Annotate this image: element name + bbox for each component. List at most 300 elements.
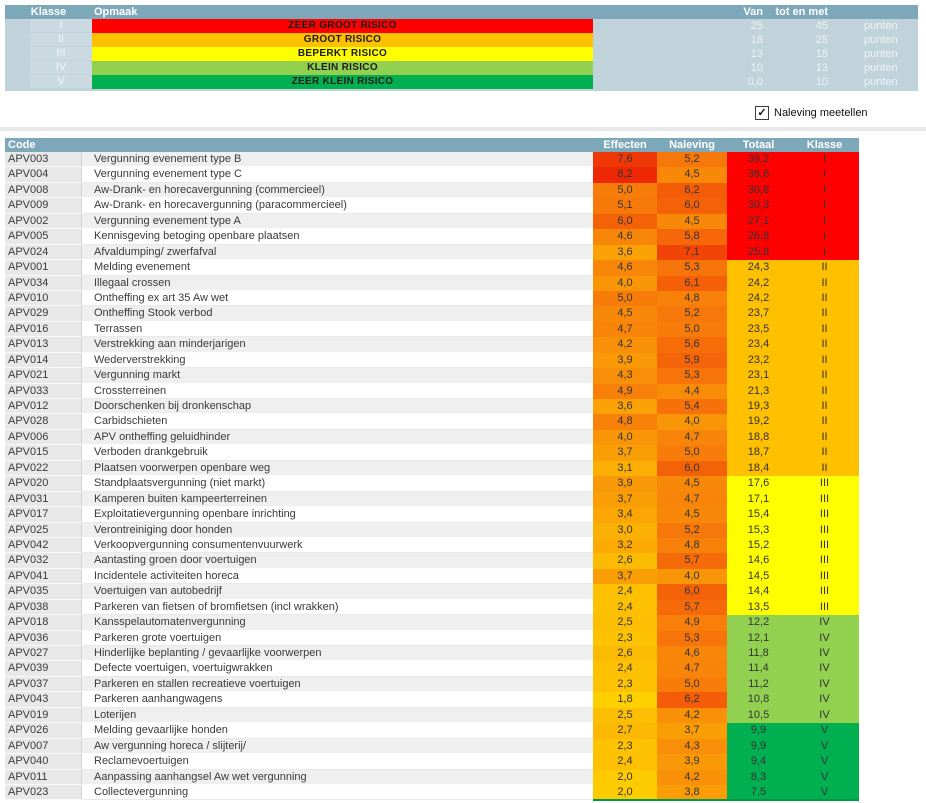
row-totaal-cell[interactable]: 23,7: [727, 306, 790, 321]
row-naleving-cell[interactable]: 5,2: [657, 523, 727, 538]
row-code-cell[interactable]: APV043: [5, 692, 82, 707]
row-naleving-cell[interactable]: 3,8: [657, 785, 727, 800]
row-effecten-cell[interactable]: 2,0: [593, 770, 657, 785]
row-naleving-cell[interactable]: 6,0: [657, 461, 727, 476]
row-effecten-cell[interactable]: 4,3: [593, 368, 657, 383]
row-totaal-cell[interactable]: 12,1: [727, 631, 790, 646]
row-naleving-cell[interactable]: 5,2: [657, 306, 727, 321]
table-row[interactable]: [5, 384, 859, 399]
table-row[interactable]: [5, 353, 859, 368]
row-code-cell[interactable]: APV008: [5, 183, 82, 198]
row-effecten-cell[interactable]: 2,3: [593, 677, 657, 692]
row-code-cell[interactable]: APV024: [5, 245, 82, 260]
row-klasse-cell[interactable]: IV: [790, 692, 859, 707]
row-code-cell[interactable]: APV001: [5, 260, 82, 275]
row-effecten-cell[interactable]: 4,6: [593, 260, 657, 275]
row-effecten-cell[interactable]: 2,6: [593, 553, 657, 568]
row-effecten-cell[interactable]: 2,3: [593, 739, 657, 754]
row-description-cell[interactable]: Terrassen: [82, 322, 593, 337]
row-totaal-cell[interactable]: 11,2: [727, 677, 790, 692]
row-naleving-cell[interactable]: 4,9: [657, 615, 727, 630]
table-row[interactable]: [5, 600, 859, 615]
row-description-cell[interactable]: Melding evenement: [82, 260, 593, 275]
row-totaal-cell[interactable]: 30,3: [727, 198, 790, 213]
row-effecten-cell[interactable]: 5,0: [593, 291, 657, 306]
row-naleving-cell[interactable]: 4,6: [657, 646, 727, 661]
row-totaal-cell[interactable]: 23,4: [727, 337, 790, 352]
row-effecten-cell[interactable]: 3,6: [593, 245, 657, 260]
row-effecten-cell[interactable]: 2,7: [593, 723, 657, 738]
row-effecten-cell[interactable]: 4,8: [593, 414, 657, 429]
row-description-cell[interactable]: Illegaal crossen: [82, 276, 593, 291]
row-naleving-cell[interactable]: 4,7: [657, 492, 727, 507]
row-effecten-cell[interactable]: 6,0: [593, 214, 657, 229]
row-klasse-cell[interactable]: III: [790, 584, 859, 599]
row-klasse-cell[interactable]: V: [790, 739, 859, 754]
row-totaal-cell[interactable]: 17,6: [727, 476, 790, 491]
row-naleving-cell[interactable]: 4,7: [657, 430, 727, 445]
row-code-cell[interactable]: APV042: [5, 538, 82, 553]
row-effecten-cell[interactable]: 3,2: [593, 538, 657, 553]
row-klasse-cell[interactable]: IV: [790, 661, 859, 676]
table-row[interactable]: [5, 692, 859, 707]
row-naleving-cell[interactable]: 4,5: [657, 167, 727, 182]
table-row[interactable]: [5, 723, 859, 738]
row-description-cell[interactable]: Kamperen buiten kampeerterreinen: [82, 492, 593, 507]
row-naleving-cell[interactable]: 4,8: [657, 291, 727, 306]
row-naleving-cell[interactable]: 4,8: [657, 538, 727, 553]
row-effecten-cell[interactable]: 3,9: [593, 476, 657, 491]
row-effecten-cell[interactable]: 7,6: [593, 152, 657, 167]
row-code-cell[interactable]: APV011: [5, 770, 82, 785]
row-code-cell[interactable]: APV022: [5, 461, 82, 476]
row-effecten-cell[interactable]: 3,0: [593, 523, 657, 538]
row-effecten-cell[interactable]: 4,0: [593, 276, 657, 291]
row-description-cell[interactable]: Vergunning evenement type C: [82, 167, 593, 182]
row-totaal-cell[interactable]: 18,7: [727, 445, 790, 460]
row-klasse-cell[interactable]: II: [790, 414, 859, 429]
row-code-cell[interactable]: APV036: [5, 631, 82, 646]
row-description-cell[interactable]: Incidentele activiteiten horeca: [82, 569, 593, 584]
row-description-cell[interactable]: Vergunning markt: [82, 368, 593, 383]
row-effecten-cell[interactable]: 3,7: [593, 569, 657, 584]
risk-class-legend: [5, 5, 918, 91]
row-effecten-cell[interactable]: 3,9: [593, 353, 657, 368]
row-effecten-cell[interactable]: 4,7: [593, 322, 657, 337]
table-row[interactable]: [5, 677, 859, 692]
row-naleving-cell[interactable]: 5,0: [657, 445, 727, 460]
row-naleving-cell[interactable]: 4,5: [657, 507, 727, 522]
row-totaal-cell[interactable]: 10,8: [727, 692, 790, 707]
row-description-cell[interactable]: Aw-Drank- en horecavergunning (paracommercieel): [82, 198, 593, 213]
row-code-cell[interactable]: APV019: [5, 708, 82, 723]
row-effecten-cell[interactable]: 2,3: [593, 631, 657, 646]
row-naleving-cell[interactable]: 6,0: [657, 198, 727, 213]
row-effecten-cell[interactable]: 4,0: [593, 430, 657, 445]
row-klasse-cell[interactable]: IV: [790, 646, 859, 661]
table-row[interactable]: [5, 631, 859, 646]
row-description-cell[interactable]: Vergunning evenement type B: [82, 152, 593, 167]
row-code-cell[interactable]: APV020: [5, 476, 82, 491]
row-code-cell[interactable]: APV039: [5, 661, 82, 676]
row-naleving-cell[interactable]: 4,5: [657, 214, 727, 229]
row-code-cell[interactable]: APV026: [5, 723, 82, 738]
row-klasse-cell[interactable]: II: [790, 260, 859, 275]
row-totaal-cell[interactable]: 15,2: [727, 538, 790, 553]
row-klasse-cell[interactable]: III: [790, 492, 859, 507]
row-naleving-cell[interactable]: 4,5: [657, 476, 727, 491]
row-totaal-cell[interactable]: 14,4: [727, 584, 790, 599]
row-effecten-cell[interactable]: 5,1: [593, 198, 657, 213]
row-naleving-cell[interactable]: 5,4: [657, 399, 727, 414]
row-naleving-cell[interactable]: 5,2: [657, 152, 727, 167]
row-totaal-cell[interactable]: 27,1: [727, 214, 790, 229]
row-description-cell[interactable]: Aw-Drank- en horecavergunning (commercieel): [82, 183, 593, 198]
row-code-cell[interactable]: APV038: [5, 600, 82, 615]
row-naleving-cell[interactable]: 4,0: [657, 414, 727, 429]
row-naleving-cell[interactable]: 4,3: [657, 739, 727, 754]
row-description-cell[interactable]: APV ontheffing geluidhinder: [82, 430, 593, 445]
row-totaal-cell[interactable]: 17,1: [727, 492, 790, 507]
row-naleving-cell[interactable]: 5,0: [657, 677, 727, 692]
row-description-cell[interactable]: Carbidschieten: [82, 414, 593, 429]
row-totaal-cell[interactable]: 14,6: [727, 553, 790, 568]
row-klasse-cell[interactable]: II: [790, 384, 859, 399]
row-code-cell[interactable]: APV023: [5, 785, 82, 800]
row-klasse-cell[interactable]: II: [790, 399, 859, 414]
table-row[interactable]: [5, 167, 859, 182]
row-code-cell[interactable]: APV013: [5, 337, 82, 352]
row-effecten-cell[interactable]: 8,2: [593, 167, 657, 182]
row-code-cell[interactable]: APV027: [5, 646, 82, 661]
row-klasse-cell[interactable]: I: [790, 183, 859, 198]
row-effecten-cell[interactable]: 3,6: [593, 399, 657, 414]
row-totaal-cell[interactable]: 25,8: [727, 245, 790, 260]
row-effecten-cell[interactable]: 2,5: [593, 708, 657, 723]
row-klasse-cell[interactable]: II: [790, 445, 859, 460]
row-klasse-cell[interactable]: II: [790, 461, 859, 476]
row-totaal-cell[interactable]: 19,3: [727, 399, 790, 414]
row-totaal-cell[interactable]: 8,3: [727, 770, 790, 785]
row-code-cell[interactable]: APV032: [5, 553, 82, 568]
table-row[interactable]: [5, 661, 859, 676]
row-klasse-cell[interactable]: II: [790, 337, 859, 352]
row-description-cell[interactable]: Verkoopvergunning consumentenvuurwerk: [82, 538, 593, 553]
row-naleving-cell[interactable]: 5,3: [657, 368, 727, 383]
table-row[interactable]: [5, 260, 859, 275]
row-code-cell[interactable]: APV006: [5, 430, 82, 445]
row-description-cell[interactable]: Voertuigen van autobedrijf: [82, 584, 593, 599]
row-description-cell[interactable]: Doorschenken bij dronkenschap: [82, 399, 593, 414]
row-effecten-cell[interactable]: 2,4: [593, 584, 657, 599]
row-description-cell[interactable]: Vergunning evenement type A: [82, 214, 593, 229]
table-row[interactable]: [5, 214, 859, 229]
table-row[interactable]: [5, 646, 859, 661]
row-effecten-cell[interactable]: 4,2: [593, 337, 657, 352]
row-effecten-cell[interactable]: 2,5: [593, 615, 657, 630]
table-row[interactable]: [5, 553, 859, 568]
row-naleving-cell[interactable]: 5,6: [657, 337, 727, 352]
row-totaal-cell[interactable]: 11,8: [727, 646, 790, 661]
row-totaal-cell[interactable]: 19,2: [727, 414, 790, 429]
row-code-cell[interactable]: APV018: [5, 615, 82, 630]
row-effecten-cell[interactable]: 3,4: [593, 507, 657, 522]
row-naleving-cell[interactable]: 4,7: [657, 661, 727, 676]
table-row[interactable]: [5, 430, 859, 445]
table-row[interactable]: [5, 291, 859, 306]
row-description-cell[interactable]: Exploitatievergunning openbare inrichting: [82, 507, 593, 522]
table-row[interactable]: [5, 754, 859, 769]
table-row[interactable]: [5, 584, 859, 599]
row-code-cell[interactable]: APV017: [5, 507, 82, 522]
row-description-cell[interactable]: Verstrekking aan minderjarigen: [82, 337, 593, 352]
row-code-cell[interactable]: APV004: [5, 167, 82, 182]
row-klasse-cell[interactable]: I: [790, 198, 859, 213]
row-klasse-cell[interactable]: III: [790, 507, 859, 522]
legend-unit-label: punten: [864, 48, 898, 60]
row-klasse-cell[interactable]: V: [790, 770, 859, 785]
row-klasse-cell[interactable]: IV: [790, 708, 859, 723]
row-naleving-cell[interactable]: 4,4: [657, 384, 727, 399]
row-description-cell[interactable]: Ontheffing ex art 35 Aw wet: [82, 291, 593, 306]
table-row[interactable]: [5, 615, 859, 630]
row-description-cell[interactable]: Loterijen: [82, 708, 593, 723]
row-naleving-cell[interactable]: 5,7: [657, 553, 727, 568]
row-klasse-cell[interactable]: III: [790, 523, 859, 538]
row-code-cell[interactable]: APV035: [5, 584, 82, 599]
row-description-cell[interactable]: Afvaldumping/ zwerfafval: [82, 245, 593, 260]
row-description-cell[interactable]: Parkeren grote voertuigen: [82, 631, 593, 646]
row-totaal-cell[interactable]: 18,4: [727, 461, 790, 476]
row-effecten-cell[interactable]: 5,0: [593, 183, 657, 198]
row-code-cell[interactable]: APV021: [5, 368, 82, 383]
row-naleving-cell[interactable]: 5,3: [657, 631, 727, 646]
row-description-cell[interactable]: Aw vergunning horeca / slijterij/: [82, 739, 593, 754]
row-naleving-cell[interactable]: 5,8: [657, 229, 727, 244]
row-description-cell[interactable]: Collectevergunning: [82, 785, 593, 800]
legend-tot-value: 18: [815, 48, 828, 60]
row-klasse-cell[interactable]: II: [790, 322, 859, 337]
table-row[interactable]: [5, 708, 859, 723]
row-description-cell[interactable]: Kennisgeving betoging openbare plaatsen: [82, 229, 593, 244]
row-klasse-cell[interactable]: II: [790, 291, 859, 306]
row-naleving-cell[interactable]: 5,3: [657, 260, 727, 275]
row-code-cell[interactable]: APV005: [5, 229, 82, 244]
row-effecten-cell[interactable]: 1,8: [593, 692, 657, 707]
row-code-cell[interactable]: APV033: [5, 384, 82, 399]
row-code-cell[interactable]: APV016: [5, 322, 82, 337]
row-totaal-cell[interactable]: 23,2: [727, 353, 790, 368]
table-row[interactable]: [5, 507, 859, 522]
row-effecten-cell[interactable]: 2,4: [593, 600, 657, 615]
legend-unit-label: punten: [864, 76, 898, 88]
row-effecten-cell[interactable]: 2,4: [593, 754, 657, 769]
row-effecten-cell[interactable]: 2,4: [593, 661, 657, 676]
table-row[interactable]: [5, 523, 859, 538]
row-code-cell[interactable]: APV037: [5, 677, 82, 692]
table-row[interactable]: [5, 368, 859, 383]
row-effecten-cell[interactable]: 4,9: [593, 384, 657, 399]
table-row[interactable]: [5, 337, 859, 352]
row-totaal-cell[interactable]: 30,8: [727, 183, 790, 198]
row-naleving-cell[interactable]: 7,1: [657, 245, 727, 260]
row-description-cell[interactable]: Parkeren van fietsen of bromfietsen (incl wrakken): [82, 600, 593, 615]
row-description-cell[interactable]: Verontreiniging door honden: [82, 523, 593, 538]
row-code-cell[interactable]: APV007: [5, 739, 82, 754]
row-klasse-cell[interactable]: IV: [790, 631, 859, 646]
table-row[interactable]: [5, 445, 859, 460]
table-row[interactable]: [5, 198, 859, 213]
row-klasse-cell[interactable]: IV: [790, 615, 859, 630]
table-row[interactable]: [5, 183, 859, 198]
row-description-cell[interactable]: Defecte voertuigen, voertuigwrakken: [82, 661, 593, 676]
row-description-cell[interactable]: Kansspelautomatenvergunning: [82, 615, 593, 630]
row-code-cell[interactable]: APV029: [5, 306, 82, 321]
row-totaal-cell[interactable]: 18,8: [727, 430, 790, 445]
row-totaal-cell[interactable]: 11,4: [727, 661, 790, 676]
row-code-cell[interactable]: APV010: [5, 291, 82, 306]
row-naleving-cell[interactable]: 4,2: [657, 708, 727, 723]
row-effecten-cell[interactable]: 2,6: [593, 646, 657, 661]
row-totaal-cell[interactable]: 15,4: [727, 507, 790, 522]
row-description-cell[interactable]: Melding gevaarlijke honden: [82, 723, 593, 738]
row-effecten-cell[interactable]: 2,0: [593, 785, 657, 800]
row-naleving-cell[interactable]: 6,2: [657, 183, 727, 198]
row-description-cell[interactable]: Verboden drankgebruik: [82, 445, 593, 460]
row-code-cell[interactable]: APV012: [5, 399, 82, 414]
row-totaal-cell[interactable]: 12,2: [727, 615, 790, 630]
row-code-cell[interactable]: APV031: [5, 492, 82, 507]
row-naleving-cell[interactable]: 5,0: [657, 322, 727, 337]
row-klasse-cell[interactable]: I: [790, 245, 859, 260]
row-klasse-cell[interactable]: II: [790, 430, 859, 445]
row-totaal-cell[interactable]: 24,2: [727, 276, 790, 291]
legend-gap: [830, 75, 850, 89]
table-row[interactable]: [5, 229, 859, 244]
row-code-cell[interactable]: APV009: [5, 198, 82, 213]
row-description-cell[interactable]: Crossterreinen: [82, 384, 593, 399]
naleving-meetellen-checkbox[interactable]: ✓: [755, 106, 769, 120]
row-klasse-cell[interactable]: III: [790, 553, 859, 568]
row-klasse-cell[interactable]: II: [790, 353, 859, 368]
row-totaal-cell[interactable]: 26,8: [727, 229, 790, 244]
row-klasse-cell[interactable]: V: [790, 754, 859, 769]
row-totaal-cell[interactable]: 24,2: [727, 291, 790, 306]
table-row[interactable]: [5, 569, 859, 584]
row-description-cell[interactable]: Wederverstrekking: [82, 353, 593, 368]
row-klasse-cell[interactable]: I: [790, 214, 859, 229]
row-naleving-cell[interactable]: 6,2: [657, 692, 727, 707]
row-description-cell[interactable]: Aantasting groen door voertuigen: [82, 553, 593, 568]
row-code-cell[interactable]: APV025: [5, 523, 82, 538]
row-naleving-cell[interactable]: 5,7: [657, 600, 727, 615]
row-description-cell[interactable]: Aanpassing aanhangsel Aw wet vergunning: [82, 770, 593, 785]
row-code-cell[interactable]: APV015: [5, 445, 82, 460]
row-klasse-cell[interactable]: V: [790, 723, 859, 738]
row-totaal-cell[interactable]: 39,2: [727, 152, 790, 167]
row-code-cell[interactable]: APV034: [5, 276, 82, 291]
row-description-cell[interactable]: Hinderlijke beplanting / gevaarlijke voorwerpen: [82, 646, 593, 661]
table-row[interactable]: [5, 306, 859, 321]
row-totaal-cell[interactable]: 14,5: [727, 569, 790, 584]
row-totaal-cell[interactable]: 24,3: [727, 260, 790, 275]
row-klasse-cell[interactable]: I: [790, 167, 859, 182]
row-klasse-cell[interactable]: IV: [790, 677, 859, 692]
row-totaal-cell[interactable]: 23,1: [727, 368, 790, 383]
naleving-meetellen-checkbox-group[interactable]: [755, 106, 868, 120]
row-code-cell[interactable]: APV014: [5, 353, 82, 368]
row-totaal-cell[interactable]: 9,9: [727, 723, 790, 738]
row-totaal-cell[interactable]: 36,6: [727, 167, 790, 182]
row-totaal-cell[interactable]: 23,5: [727, 322, 790, 337]
row-effecten-cell[interactable]: 4,5: [593, 306, 657, 321]
row-effecten-cell[interactable]: 3,7: [593, 492, 657, 507]
row-klasse-cell[interactable]: III: [790, 600, 859, 615]
row-description-cell[interactable]: Reclamevoertuigen: [82, 754, 593, 769]
table-row[interactable]: [5, 152, 859, 167]
row-naleving-cell[interactable]: 6,1: [657, 276, 727, 291]
row-code-cell[interactable]: APV028: [5, 414, 82, 429]
row-effecten-cell[interactable]: 4,6: [593, 229, 657, 244]
row-totaal-cell[interactable]: 21,3: [727, 384, 790, 399]
row-naleving-cell[interactable]: 4,2: [657, 770, 727, 785]
table-row[interactable]: [5, 770, 859, 785]
row-description-cell[interactable]: Parkeren aanhangwagens: [82, 692, 593, 707]
row-totaal-cell[interactable]: 15,3: [727, 523, 790, 538]
row-klasse-cell[interactable]: II: [790, 276, 859, 291]
row-klasse-cell[interactable]: III: [790, 569, 859, 584]
row-klasse-cell[interactable]: V: [790, 785, 859, 800]
row-naleving-cell[interactable]: 6,0: [657, 584, 727, 599]
row-klasse-cell[interactable]: I: [790, 152, 859, 167]
row-totaal-cell[interactable]: 9,4: [727, 754, 790, 769]
table-row[interactable]: [5, 739, 859, 754]
table-row[interactable]: [5, 399, 859, 414]
table-row[interactable]: [5, 276, 859, 291]
row-code-cell[interactable]: APV003: [5, 152, 82, 167]
row-klasse-cell[interactable]: III: [790, 476, 859, 491]
table-row[interactable]: [5, 322, 859, 337]
table-row[interactable]: [5, 461, 859, 476]
row-code-cell[interactable]: APV040: [5, 754, 82, 769]
row-totaal-cell[interactable]: 10,5: [727, 708, 790, 723]
row-effecten-cell[interactable]: 3,1: [593, 461, 657, 476]
row-description-cell[interactable]: Standplaatsvergunning (niet markt): [82, 476, 593, 491]
table-row[interactable]: [5, 414, 859, 429]
table-row[interactable]: [5, 538, 859, 553]
table-row[interactable]: [5, 476, 859, 491]
row-klasse-cell[interactable]: I: [790, 229, 859, 244]
row-klasse-cell[interactable]: II: [790, 306, 859, 321]
table-row[interactable]: [5, 245, 859, 260]
row-description-cell[interactable]: Plaatsen voorwerpen openbare weg: [82, 461, 593, 476]
row-description-cell[interactable]: Ontheffing Stook verbod: [82, 306, 593, 321]
row-klasse-cell[interactable]: III: [790, 538, 859, 553]
row-effecten-cell[interactable]: 3,7: [593, 445, 657, 460]
table-row[interactable]: [5, 492, 859, 507]
row-code-cell[interactable]: APV041: [5, 569, 82, 584]
row-description-cell[interactable]: Parkeren en stallen recreatieve voertuigen: [82, 677, 593, 692]
row-naleving-cell[interactable]: 4,0: [657, 569, 727, 584]
row-naleving-cell[interactable]: 3,7: [657, 723, 727, 738]
row-totaal-cell[interactable]: 9,9: [727, 739, 790, 754]
row-naleving-cell[interactable]: 5,9: [657, 353, 727, 368]
row-totaal-cell[interactable]: 7,5: [727, 785, 790, 800]
row-klasse-cell[interactable]: II: [790, 368, 859, 383]
row-naleving-cell[interactable]: 3,9: [657, 754, 727, 769]
row-totaal-cell[interactable]: 13,5: [727, 600, 790, 615]
row-code-cell[interactable]: APV002: [5, 214, 82, 229]
